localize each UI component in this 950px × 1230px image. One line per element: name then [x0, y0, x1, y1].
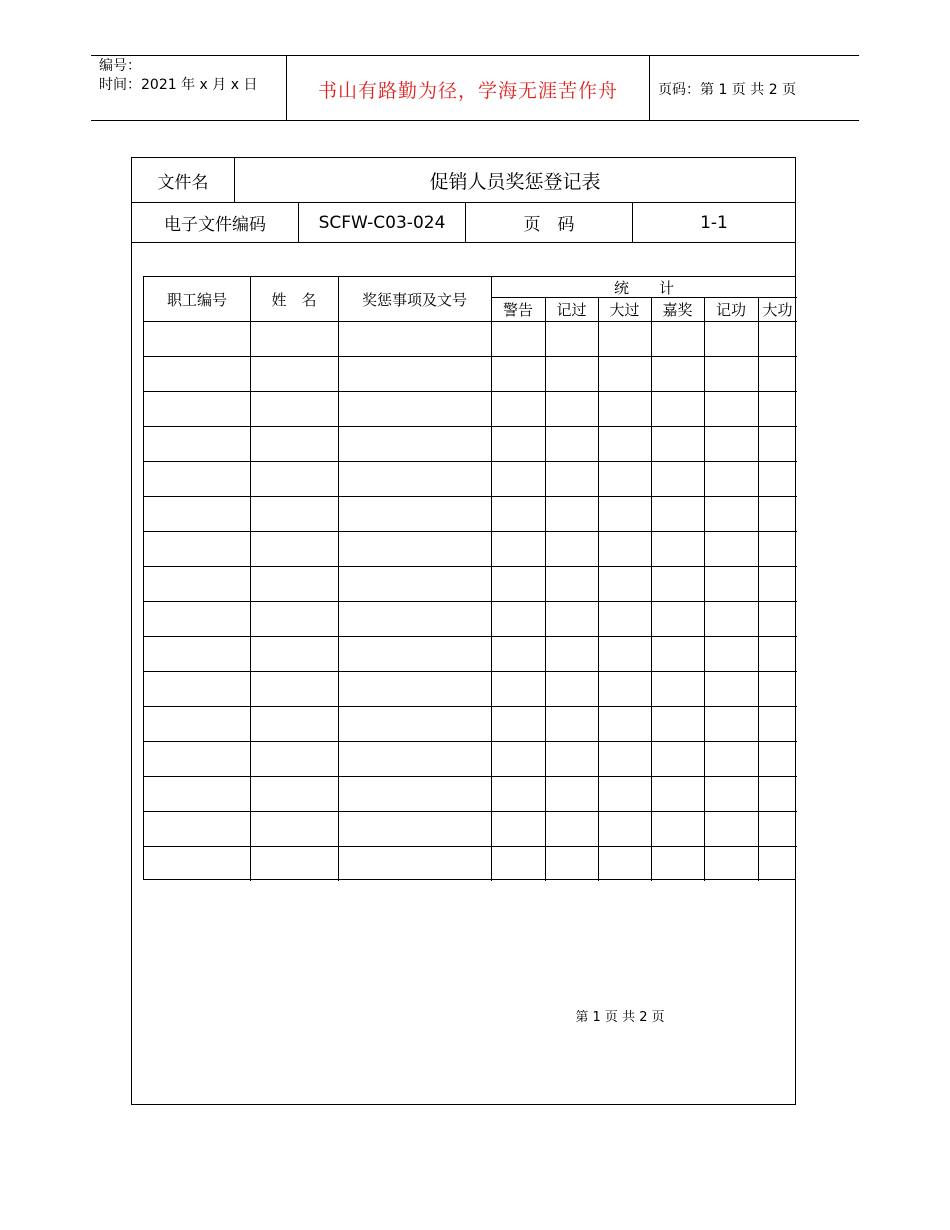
- footer-page-number: 第 1 页 共 2 页: [575, 1010, 665, 1025]
- code-label: 电子文件编码: [164, 215, 266, 235]
- table-row: [144, 776, 797, 811]
- header-divider: [649, 56, 650, 120]
- file-name-label: 文件名: [157, 172, 209, 193]
- code-value: SCFW-C03-024: [318, 212, 446, 233]
- table-row: [144, 356, 797, 391]
- table-row: [144, 706, 797, 741]
- table-row: [144, 741, 797, 776]
- table-row: [144, 461, 797, 496]
- header-page-label: 页码：第 1 页 共 2 页: [658, 82, 797, 98]
- document-title: 促销人员奖惩登记表: [429, 170, 601, 193]
- table-row: [144, 846, 797, 881]
- header-motto: 书山有路勤为径，学海无涯苦作舟: [317, 80, 618, 102]
- row-divider: [132, 242, 795, 243]
- page-code-label: 页 码: [523, 215, 575, 235]
- table-row: [144, 636, 797, 671]
- stats-column-header: 大功: [762, 300, 793, 319]
- table-row: [144, 531, 797, 566]
- time-label: 时间：2021 年 x 月 x 日: [99, 77, 258, 93]
- page-code-value: 1-1: [700, 212, 728, 233]
- page-header: [91, 55, 859, 121]
- number-label: 编号：: [99, 58, 141, 74]
- table-row: [144, 426, 797, 461]
- table-row: [144, 601, 797, 636]
- column-header: 奖惩事项及文号: [361, 290, 467, 309]
- header-meta: [99, 57, 257, 95]
- table-row: [144, 566, 797, 601]
- stats-column-header: 大过: [609, 300, 640, 319]
- table-row: [144, 391, 797, 426]
- column-header: 职工编号: [166, 290, 227, 309]
- table-row: [144, 811, 797, 846]
- table-row: [144, 671, 797, 706]
- stats-column-header: 记功: [715, 300, 746, 319]
- stats-group-header: 统 计: [613, 278, 674, 297]
- table-row: [144, 496, 797, 531]
- register-table: [143, 276, 796, 880]
- column-header: 姓 名: [271, 290, 317, 309]
- table-row: [144, 321, 797, 356]
- stats-column-header: 警告: [502, 300, 533, 319]
- stats-column-header: 嘉奖: [662, 300, 693, 319]
- stats-column-header: 记过: [556, 300, 587, 319]
